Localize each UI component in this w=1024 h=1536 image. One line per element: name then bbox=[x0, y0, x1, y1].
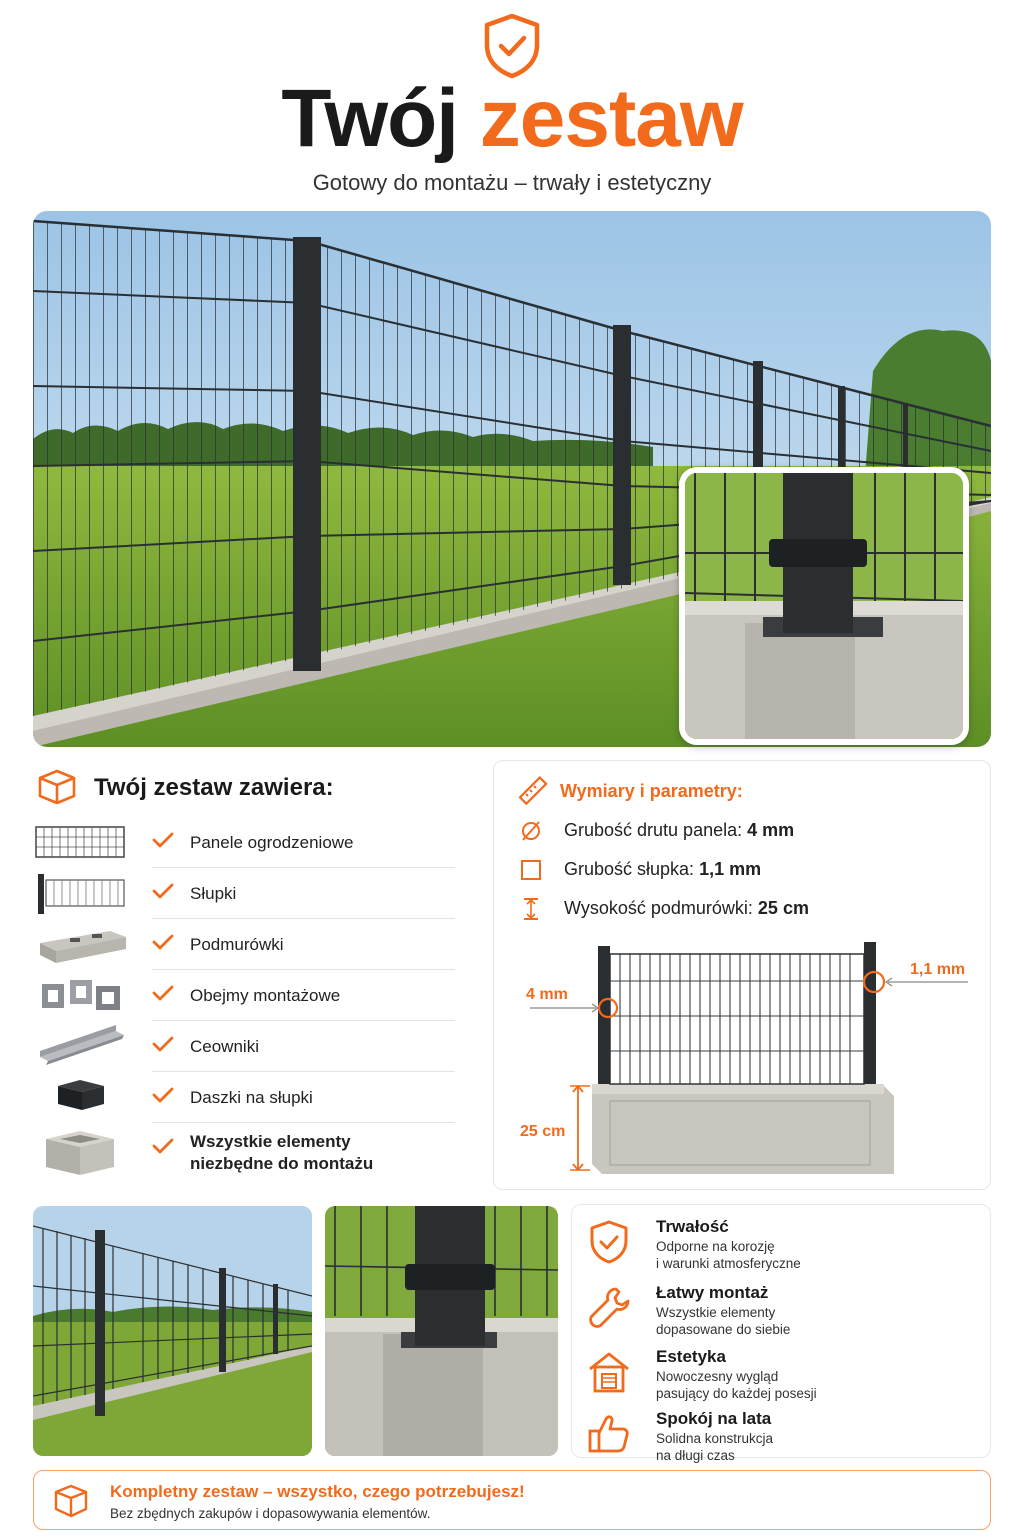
feature-desc bbox=[656, 1304, 956, 1338]
spec-row bbox=[516, 856, 976, 884]
list-item-label: Podmurówki bbox=[190, 935, 284, 954]
footer-title: Kompletny zestaw – wszystko, czego potrzebujesz! bbox=[110, 1482, 525, 1501]
specs-card bbox=[493, 760, 991, 1190]
fence-post-icon bbox=[30, 872, 130, 914]
footer-banner bbox=[33, 1470, 991, 1530]
spec-row bbox=[516, 817, 976, 845]
feature-desc-line-1: Wszystkie elementy bbox=[656, 1305, 776, 1320]
feature-item bbox=[586, 1409, 986, 1469]
feature-item bbox=[586, 1347, 986, 1407]
list-item bbox=[30, 919, 455, 970]
feature-desc-line-2: pasujący do każdej posesji bbox=[656, 1386, 817, 1401]
list-item bbox=[30, 817, 455, 868]
shield-check-icon bbox=[481, 12, 543, 80]
feature-title: Estetyka bbox=[656, 1347, 726, 1366]
fence-dimension-diagram bbox=[514, 936, 974, 1181]
mounting-clamp-icon bbox=[30, 974, 130, 1016]
feature-desc bbox=[656, 1238, 956, 1272]
concrete-base-icon bbox=[30, 923, 130, 965]
list-item bbox=[30, 1123, 455, 1183]
box-icon bbox=[52, 1483, 90, 1519]
spec-label: Wysokość podmurówki: bbox=[564, 898, 753, 918]
spec-value: 1,1 mm bbox=[699, 859, 762, 879]
footer-desc: Bez zbędnych zakupów i dopasowywania elementów. bbox=[110, 1506, 431, 1521]
feature-desc-line-2: na długi czas bbox=[656, 1448, 735, 1463]
feature-title: Spokój na lata bbox=[656, 1409, 772, 1428]
height-icon bbox=[520, 897, 542, 921]
list-item-label: Słupki bbox=[190, 884, 237, 903]
diameter-icon bbox=[520, 819, 542, 843]
spec-text bbox=[564, 859, 761, 880]
feature-title: Łatwy montaż bbox=[656, 1283, 769, 1302]
base-height-label: 25 cm bbox=[520, 1123, 566, 1140]
diagram-fence bbox=[592, 942, 894, 1174]
list-item bbox=[30, 1072, 455, 1123]
list-item bbox=[30, 970, 455, 1021]
check-icon bbox=[152, 984, 174, 1002]
feature-desc-line-2: dopasowane do siebie bbox=[656, 1322, 791, 1337]
check-icon bbox=[152, 1035, 174, 1053]
feature-desc bbox=[656, 1430, 956, 1464]
feature-desc-line-1: Nowoczesny wygląd bbox=[656, 1369, 779, 1384]
list-item-label: Daszki na słupki bbox=[190, 1088, 313, 1107]
post-thickness-label: 1,1 mm bbox=[910, 961, 966, 978]
wrench-icon bbox=[586, 1285, 632, 1331]
list-item bbox=[30, 1021, 455, 1072]
spec-value: 25 cm bbox=[757, 898, 809, 918]
check-icon bbox=[152, 933, 174, 951]
check-icon bbox=[152, 1137, 174, 1155]
contents-list bbox=[30, 817, 455, 1183]
spec-row bbox=[516, 895, 976, 923]
spec-label: Grubość słupka: bbox=[564, 859, 695, 879]
spec-value: 4 mm bbox=[747, 820, 795, 840]
house-icon bbox=[586, 1349, 632, 1395]
spec-text bbox=[564, 898, 809, 919]
feature-desc bbox=[656, 1368, 956, 1402]
wire-thickness-label: 4 mm bbox=[526, 986, 568, 1003]
c-channel-icon bbox=[30, 1025, 130, 1067]
list-item-label: Panele ogrodzeniowe bbox=[190, 833, 354, 852]
feature-desc-line-1: Solidna konstrukcja bbox=[656, 1431, 774, 1446]
list-item-label: Ceowniki bbox=[190, 1037, 259, 1056]
concrete-block-icon bbox=[30, 1127, 130, 1177]
list-item bbox=[30, 868, 455, 919]
post-detail-photo bbox=[325, 1206, 558, 1456]
post-cap-icon bbox=[30, 1076, 130, 1118]
contents-title: Twój zestaw zawiera: bbox=[94, 774, 334, 801]
check-icon bbox=[152, 831, 174, 849]
spec-text bbox=[564, 820, 794, 841]
feature-title: Trwałość bbox=[656, 1217, 729, 1236]
fence-panel-icon bbox=[30, 821, 130, 863]
shield-check-icon bbox=[586, 1219, 632, 1265]
box-icon bbox=[36, 767, 78, 807]
list-item-label-line-2: niezbędne do montażu bbox=[190, 1154, 374, 1173]
feature-item bbox=[586, 1217, 986, 1277]
feature-desc-line-2: i warunki atmosferyczne bbox=[656, 1256, 801, 1271]
feature-desc-line-1: Odporne na korozję bbox=[656, 1239, 775, 1254]
title-part-1: Twój bbox=[281, 73, 458, 164]
post-closeup-inset bbox=[679, 467, 969, 745]
fence-perspective-photo bbox=[33, 1206, 312, 1456]
list-item-label-line-1: Wszystkie elementy bbox=[190, 1132, 351, 1151]
specs-title: Wymiary i parametry: bbox=[560, 781, 743, 801]
check-icon bbox=[152, 1086, 174, 1104]
title-part-2: zestaw bbox=[479, 73, 743, 164]
list-item-label: Obejmy montażowe bbox=[190, 986, 341, 1005]
ruler-icon bbox=[516, 775, 548, 807]
features-card bbox=[571, 1204, 991, 1463]
page-title bbox=[0, 73, 1024, 164]
spec-label: Grubość drutu panela: bbox=[564, 820, 743, 840]
check-icon bbox=[152, 882, 174, 900]
square-icon bbox=[520, 858, 542, 882]
thumbs-up-icon bbox=[586, 1411, 632, 1457]
list-item-label bbox=[190, 1131, 373, 1175]
feature-item bbox=[586, 1283, 986, 1343]
page-subtitle: Gotowy do montażu – trwały i estetyczny bbox=[312, 170, 712, 195]
